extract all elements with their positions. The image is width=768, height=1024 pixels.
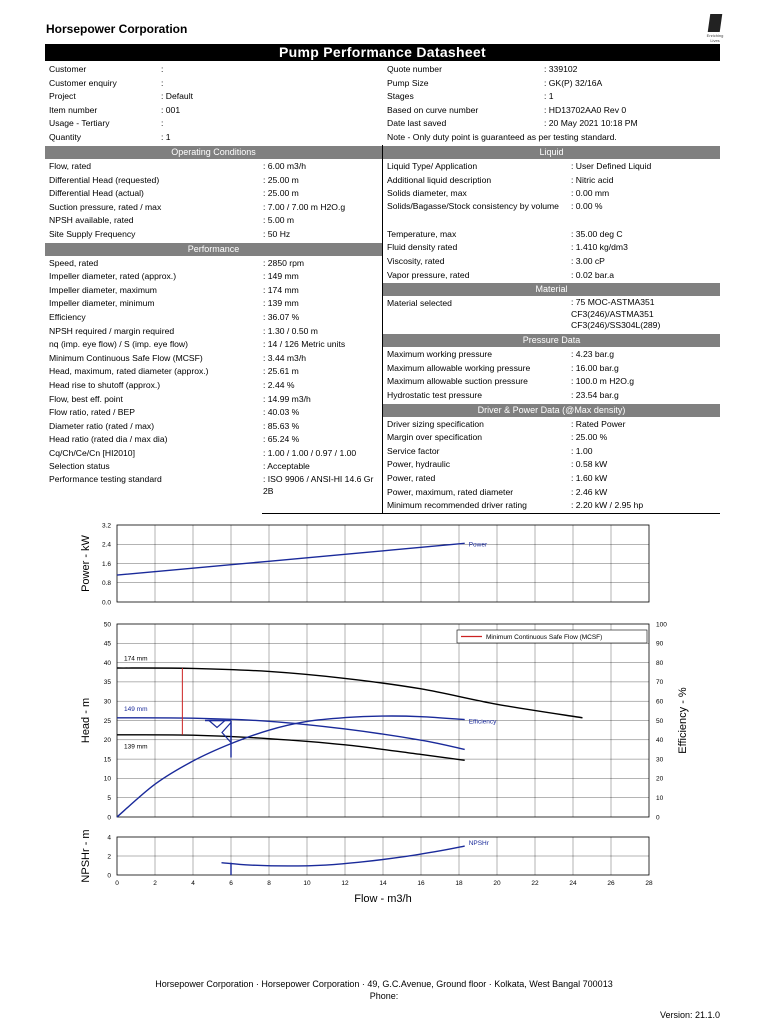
row-label: Impeller diameter, maximum bbox=[49, 284, 157, 295]
data-row bbox=[45, 104, 382, 118]
row-label: Note - Only duty point is guaranteed as per testing standard. bbox=[387, 131, 617, 142]
row-value: : 5.00 m bbox=[263, 215, 295, 226]
row-value: : 25.00 % bbox=[571, 432, 608, 443]
row-label: Stages bbox=[387, 91, 414, 102]
row-label: Quantity bbox=[49, 131, 82, 142]
footer bbox=[0, 978, 768, 1002]
row-label: NPSH required / margin required bbox=[49, 325, 175, 336]
y-axis-label: Head - m bbox=[80, 697, 92, 744]
row-value: : 4.23 bar.g bbox=[571, 349, 615, 360]
row-value: : 25.00 m bbox=[263, 174, 299, 185]
row-value: : Rated Power bbox=[571, 418, 626, 429]
pressure-table bbox=[383, 348, 720, 402]
row-value: : 0.58 kW bbox=[571, 459, 608, 470]
row-value: : 85.63 % bbox=[263, 420, 300, 431]
row-value: : 25.61 m bbox=[263, 366, 299, 377]
row-value: : 1.30 / 0.50 m bbox=[263, 325, 318, 336]
right-column bbox=[383, 145, 720, 513]
row-label: Site Supply Frequency bbox=[49, 228, 136, 239]
row-value: : 6.00 m3/h bbox=[263, 161, 306, 171]
y2-tick-label: 100 bbox=[656, 621, 667, 629]
x-tick-label: 6 bbox=[229, 880, 233, 887]
company-logo bbox=[702, 14, 728, 42]
x-tick-label: 16 bbox=[417, 880, 425, 887]
y2-tick-label: 0 bbox=[656, 814, 660, 822]
diameter-label-174: 174 mm bbox=[124, 655, 148, 663]
x-tick-label: 2 bbox=[153, 880, 157, 887]
section-driver-power: Driver & Power Data (@Max density) bbox=[383, 404, 720, 417]
row-label: Speed, rated bbox=[49, 257, 99, 268]
data-row bbox=[383, 269, 720, 283]
row-label: Customer bbox=[49, 64, 87, 74]
y-tick-label: 45 bbox=[103, 640, 111, 648]
row-label: Maximum working pressure bbox=[387, 349, 493, 360]
data-row bbox=[383, 418, 720, 432]
row-value: : 1.60 kW bbox=[571, 472, 608, 483]
row-value: : ISO 9906 / ANSI-HI 14.6 Gr 2B bbox=[263, 474, 374, 496]
performance-curves bbox=[0, 508, 768, 908]
row-label: Vapor pressure, rated bbox=[387, 269, 470, 280]
row-label: Driver sizing specification bbox=[387, 418, 484, 429]
section-performance: Performance bbox=[45, 243, 382, 256]
x-tick-label: 18 bbox=[455, 880, 463, 887]
data-row bbox=[383, 472, 720, 486]
row-label: Item number bbox=[49, 104, 98, 115]
row-value: : HD13702AA0 Rev 0 bbox=[544, 104, 627, 115]
y-tick-label: 0.8 bbox=[101, 580, 111, 588]
data-row bbox=[383, 90, 720, 104]
row-label: Customer enquiry bbox=[49, 77, 117, 88]
row-value: : 174 mm bbox=[263, 284, 299, 295]
y-axis-label: NPSHr - m bbox=[80, 829, 92, 883]
row-label: Power, rated bbox=[387, 472, 436, 483]
y2-tick-label: 50 bbox=[656, 717, 664, 725]
row-value: : 16.00 bar.g bbox=[571, 362, 619, 373]
column-divider bbox=[382, 145, 383, 513]
data-row bbox=[383, 131, 720, 145]
row-value: : 2850 rpm bbox=[263, 257, 305, 268]
data-row bbox=[45, 393, 382, 407]
data-row bbox=[383, 201, 720, 228]
y-tick-label: 10 bbox=[103, 775, 111, 783]
data-row bbox=[383, 160, 720, 174]
data-row bbox=[45, 365, 382, 379]
row-label: Minimum recommended driver rating bbox=[387, 500, 527, 511]
row-value: : 1 bbox=[161, 131, 171, 142]
data-row bbox=[45, 284, 382, 298]
y-axis-label: Power - kW bbox=[80, 535, 92, 592]
row-label: NPSH available, rated bbox=[49, 215, 134, 226]
data-row bbox=[45, 338, 382, 352]
legend-label: Minimum Continuous Safe Flow (MCSF) bbox=[486, 634, 603, 641]
y2-tick-label: 90 bbox=[656, 640, 664, 648]
data-row bbox=[45, 131, 382, 145]
row-label: Fluid density rated bbox=[387, 242, 458, 253]
data-row bbox=[383, 348, 720, 362]
y-tick-label: 30 bbox=[103, 698, 111, 706]
data-row bbox=[45, 447, 382, 461]
row-label: Temperature, max bbox=[387, 228, 457, 239]
y-tick-label: 0 bbox=[107, 814, 111, 822]
x-tick-label: 14 bbox=[379, 880, 387, 887]
row-value: : 0.02 bar.a bbox=[571, 269, 615, 280]
x-tick-label: 8 bbox=[267, 880, 271, 887]
x-axis-label: Flow - m3/h bbox=[354, 893, 412, 905]
row-value: : bbox=[161, 64, 164, 74]
row-label: Pump Size bbox=[387, 77, 429, 88]
data-row bbox=[45, 270, 382, 284]
row-value: : 25.00 m bbox=[263, 188, 299, 199]
row-label: Flow, best eff. point bbox=[49, 393, 123, 404]
data-row bbox=[45, 474, 382, 501]
x-tick-label: 0 bbox=[115, 880, 119, 887]
liquid-table bbox=[383, 160, 720, 282]
y-tick-label: 2 bbox=[107, 853, 111, 861]
data-row bbox=[45, 325, 382, 339]
data-row bbox=[383, 389, 720, 403]
row-value: : 23.54 bar.g bbox=[571, 389, 619, 400]
row-value: : GK(P) 32/16A bbox=[544, 77, 603, 88]
row-label: Head rise to shutoff (approx.) bbox=[49, 379, 161, 390]
series-line bbox=[117, 668, 583, 718]
y2-tick-label: 40 bbox=[656, 737, 664, 745]
performance-curves-svg bbox=[0, 508, 768, 908]
row-label: Solids diameter, max bbox=[387, 188, 467, 199]
data-row bbox=[45, 311, 382, 325]
row-label: Based on curve number bbox=[387, 104, 479, 115]
y-tick-label: 4 bbox=[107, 834, 111, 842]
row-value: : 2.44 % bbox=[263, 379, 295, 390]
row-label: Power, hydraulic bbox=[387, 459, 451, 470]
row-value: : Nitric acid bbox=[571, 174, 614, 185]
row-label: Minimum Continuous Safe Flow (MCSF) bbox=[49, 352, 203, 363]
performance-table bbox=[45, 257, 382, 502]
row-label: Differential Head (requested) bbox=[49, 174, 160, 185]
operating-conditions-table bbox=[45, 160, 382, 242]
series-label-efficiency: Efficiency bbox=[468, 718, 497, 726]
data-row bbox=[45, 379, 382, 393]
section-material: Material bbox=[383, 283, 720, 296]
y-tick-label: 0.0 bbox=[101, 599, 111, 607]
y-tick-label: 3.2 bbox=[101, 522, 111, 530]
x-tick-label: 26 bbox=[607, 880, 615, 887]
row-value: : 339102 bbox=[544, 64, 578, 74]
y-tick-label: 15 bbox=[103, 756, 111, 764]
row-value: : 3.00 cP bbox=[571, 255, 605, 266]
row-label: Hydrostatic test pressure bbox=[387, 389, 483, 400]
row-value: : 65.24 % bbox=[263, 434, 300, 445]
row-value: : bbox=[161, 77, 164, 88]
row-value: : 149 mm bbox=[263, 271, 299, 282]
data-row bbox=[45, 77, 382, 91]
y2-tick-label: 80 bbox=[656, 659, 664, 667]
logo-tagline: Enriching Lives bbox=[706, 33, 724, 43]
y-tick-label: 40 bbox=[103, 659, 111, 667]
row-value: : 2.46 kW bbox=[571, 486, 608, 497]
data-row bbox=[383, 445, 720, 459]
data-row bbox=[45, 187, 382, 201]
top-left-info bbox=[45, 63, 382, 145]
material-key: Material selected bbox=[387, 298, 452, 309]
x-tick-label: 10 bbox=[303, 880, 311, 887]
data-row bbox=[383, 228, 720, 242]
data-row bbox=[383, 63, 720, 77]
material-row bbox=[383, 297, 720, 333]
row-value: : 001 bbox=[161, 104, 181, 115]
row-value: : 100.0 m H2O.g bbox=[571, 376, 635, 387]
data-row bbox=[383, 255, 720, 269]
row-value: : 40.03 % bbox=[263, 407, 300, 418]
row-label: Differential Head (actual) bbox=[49, 188, 144, 199]
row-value: : 7.00 / 7.00 m H2O.g bbox=[263, 201, 346, 212]
row-value: : 2.20 kW / 2.95 hp bbox=[571, 500, 644, 511]
diameter-label-149: 149 mm bbox=[124, 705, 148, 713]
x-tick-label: 28 bbox=[645, 880, 653, 887]
data-row bbox=[45, 433, 382, 447]
y-tick-label: 0 bbox=[107, 872, 111, 880]
y-tick-label: 5 bbox=[107, 795, 111, 802]
y2-tick-label: 70 bbox=[656, 679, 664, 687]
row-label: nq (imp. eye flow) / S (imp. eye flow) bbox=[49, 339, 188, 350]
section-pressure-data: Pressure Data bbox=[383, 334, 720, 347]
data-row bbox=[383, 241, 720, 255]
data-row bbox=[45, 228, 382, 242]
row-value: : 3.44 m3/h bbox=[263, 352, 306, 363]
x-tick-label: 24 bbox=[569, 880, 577, 887]
data-row bbox=[45, 297, 382, 311]
row-label: Usage - Tertiary bbox=[49, 118, 110, 129]
data-row bbox=[383, 486, 720, 500]
data-row bbox=[383, 458, 720, 472]
row-value: : Default bbox=[161, 91, 194, 102]
data-row bbox=[383, 117, 720, 131]
row-label: Date last saved bbox=[387, 118, 447, 129]
row-label: Suction pressure, rated / max bbox=[49, 201, 162, 212]
data-row bbox=[45, 257, 382, 271]
row-label: Impeller diameter, rated (approx.) bbox=[49, 271, 177, 282]
data-row bbox=[45, 117, 382, 131]
row-label: Flow, rated bbox=[49, 161, 92, 171]
y2-tick-label: 60 bbox=[656, 698, 664, 706]
y-tick-label: 20 bbox=[103, 737, 111, 745]
series-label-npshr: NPSHr bbox=[468, 840, 489, 848]
row-value: : 139 mm bbox=[263, 298, 299, 309]
row-value: : Acceptable bbox=[263, 461, 310, 472]
row-label: Liquid Type/ Application bbox=[387, 161, 478, 171]
row-label: Flow ratio, rated / BEP bbox=[49, 407, 135, 418]
data-row bbox=[45, 174, 382, 188]
row-value: : 0.00 % bbox=[571, 200, 603, 211]
top-right-info bbox=[383, 63, 720, 145]
data-row bbox=[45, 160, 382, 174]
row-label: Cq/Ch/Ce/Cn [HI2010] bbox=[49, 447, 135, 458]
efficiency-marker bbox=[222, 723, 231, 743]
row-label: Impeller diameter, minimum bbox=[49, 298, 155, 309]
y-tick-label: 25 bbox=[103, 717, 111, 725]
series-line bbox=[117, 718, 465, 750]
data-row bbox=[45, 352, 382, 366]
series-label-power: Power bbox=[468, 541, 488, 549]
material-value: : 75 MOC-ASTMA351 CF3(246)/ASTMA351 CF3(246)/SS304L(289) bbox=[571, 297, 661, 331]
row-label: Service factor bbox=[387, 445, 440, 456]
y2-tick-label: 20 bbox=[656, 775, 664, 783]
data-row bbox=[383, 104, 720, 118]
y2-axis-label: Efficiency - % bbox=[677, 687, 689, 754]
row-value: : 1 bbox=[544, 91, 554, 102]
left-column bbox=[45, 145, 382, 501]
row-label: Efficiency bbox=[49, 311, 86, 322]
data-row bbox=[383, 375, 720, 389]
x-tick-label: 12 bbox=[341, 880, 349, 887]
y-tick-label: 35 bbox=[103, 679, 111, 687]
row-value: : 36.07 % bbox=[263, 311, 300, 322]
data-row bbox=[383, 77, 720, 91]
data-row bbox=[45, 406, 382, 420]
y2-tick-label: 10 bbox=[656, 795, 664, 802]
series-line bbox=[117, 716, 465, 817]
row-value: : 1.00 / 1.00 / 0.97 / 1.00 bbox=[263, 447, 357, 458]
data-row bbox=[45, 214, 382, 228]
row-label: Project bbox=[49, 91, 76, 102]
data-row bbox=[383, 431, 720, 445]
logo-mark bbox=[708, 14, 723, 32]
driver-table bbox=[383, 418, 720, 513]
row-label: Maximum allowable suction pressure bbox=[387, 376, 528, 387]
section-operating-conditions: Operating Conditions bbox=[45, 146, 382, 159]
data-row bbox=[383, 174, 720, 188]
y-tick-label: 50 bbox=[103, 621, 111, 629]
data-row bbox=[45, 420, 382, 434]
data-row bbox=[45, 460, 382, 474]
row-value: : 50 Hz bbox=[263, 228, 291, 239]
row-label: Power, maximum, rated diameter bbox=[387, 486, 514, 497]
duty-point-triangle bbox=[209, 721, 225, 728]
y-tick-label: 2.4 bbox=[101, 541, 111, 549]
x-tick-label: 22 bbox=[531, 880, 539, 887]
series-line bbox=[117, 543, 465, 575]
version-label: Version: 21.1.0 bbox=[659, 1010, 720, 1020]
company-name: Horsepower Corporation bbox=[46, 22, 188, 36]
data-row bbox=[45, 63, 382, 77]
row-label: Quote number bbox=[387, 64, 442, 74]
data-row bbox=[383, 187, 720, 201]
datasheet-title: Pump Performance Datasheet bbox=[45, 44, 720, 61]
row-label: Viscosity, rated bbox=[387, 255, 445, 266]
row-value: : bbox=[161, 118, 164, 129]
row-value: : 0.00 mm bbox=[571, 188, 610, 199]
x-tick-label: 20 bbox=[493, 880, 501, 887]
row-label: Maximum allowable working pressure bbox=[387, 362, 531, 373]
row-label: Head, maximum, rated diameter (approx.) bbox=[49, 366, 209, 377]
row-value: : 20 May 2021 10:18 PM bbox=[544, 118, 638, 129]
row-value: : 1.00 bbox=[571, 445, 593, 456]
row-label: Diameter ratio (rated / max) bbox=[49, 420, 155, 431]
diameter-label-139: 139 mm bbox=[124, 743, 148, 751]
footer-phone: Phone: bbox=[369, 991, 399, 1001]
row-label: Margin over specification bbox=[387, 432, 483, 443]
y-tick-label: 1.6 bbox=[101, 560, 111, 568]
row-value: : 1.410 kg/dm3 bbox=[571, 242, 628, 253]
row-label: Additional liquid description bbox=[387, 174, 492, 185]
footer-address: Horsepower Corporation · Horsepower Corporation · 49, G.C.Avenue, Ground floor · Kolkata, West Bangal 700013 bbox=[155, 979, 613, 989]
section-liquid: Liquid bbox=[383, 146, 720, 159]
row-value: : User Defined Liquid bbox=[571, 161, 652, 171]
y2-tick-label: 30 bbox=[656, 756, 664, 764]
row-value: : 14.99 m3/h bbox=[263, 393, 311, 404]
row-label: Selection status bbox=[49, 461, 110, 472]
data-row bbox=[383, 362, 720, 376]
row-label: Head ratio (rated dia / max dia) bbox=[49, 434, 168, 445]
data-row bbox=[45, 90, 382, 104]
data-row bbox=[45, 201, 382, 215]
row-value: : 35.00 deg C bbox=[571, 228, 623, 239]
row-label: Performance testing standard bbox=[49, 474, 162, 485]
row-value: : 14 / 126 Metric units bbox=[263, 339, 346, 350]
row-label: Solids/Bagasse/Stock consistency by volume bbox=[387, 200, 559, 211]
x-tick-label: 4 bbox=[191, 880, 195, 887]
